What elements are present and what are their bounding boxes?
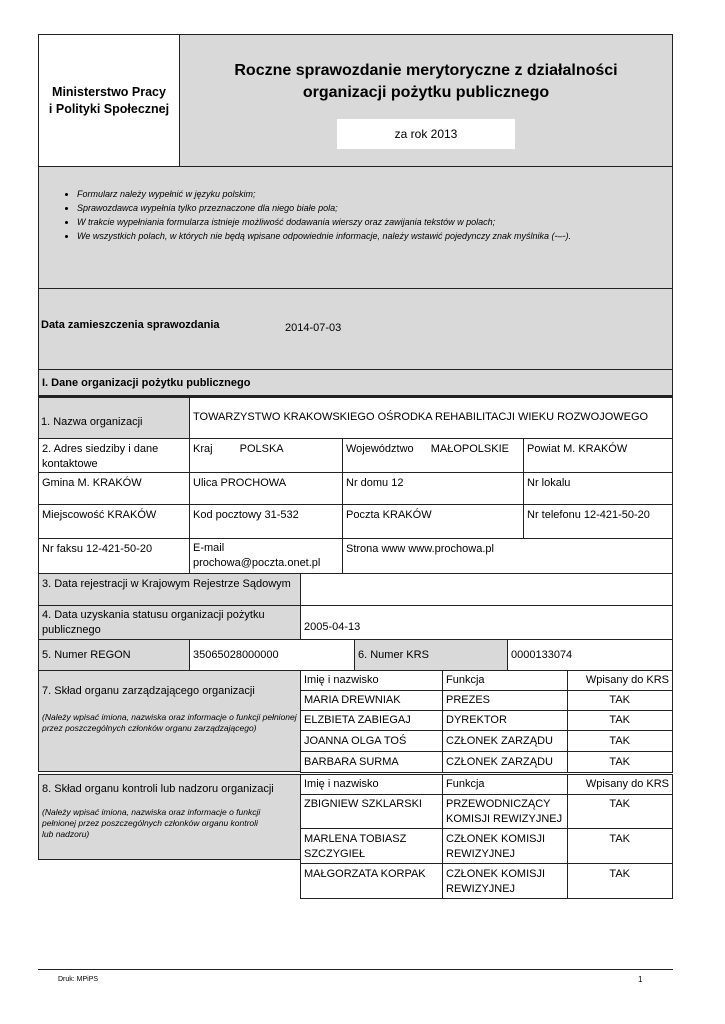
voivodeship-label: Województwo <box>346 443 414 455</box>
board-member-name: MARIA DREWNIAK <box>304 694 401 706</box>
board-row-krs[interactable] <box>567 730 673 752</box>
board-member-name: ELZBIETA ZABIEGAJ <box>304 714 411 726</box>
opp-status-field[interactable] <box>300 605 673 640</box>
krs-label-cell <box>354 639 508 671</box>
board-member-name: BARBARA SURMA <box>304 756 399 768</box>
country-field[interactable] <box>189 438 343 473</box>
supervisory-row-krs[interactable] <box>567 794 673 829</box>
supervisory-member-krs: TAK <box>609 868 630 880</box>
publication-date: 2014-07-03 <box>285 322 342 334</box>
board-member-function: DYREKTOR <box>446 714 507 726</box>
board-row-function[interactable] <box>442 751 568 773</box>
supervisory-row-name[interactable] <box>300 863 443 899</box>
city-field[interactable] <box>38 504 190 539</box>
address-label-cell <box>38 438 190 473</box>
supervisory-header-krs-text: Wpisany do KRS <box>585 778 669 790</box>
board-member-krs: TAK <box>609 714 630 726</box>
page-title <box>180 60 672 104</box>
krs-registration-label-cell <box>38 573 301 606</box>
instruction-item: • Sprawozdawca wypełnia tylko przeznaczone dla niego białe pola; <box>77 201 662 215</box>
address-label: 2. Adres siedziby i dane kontaktowe <box>42 443 159 470</box>
krs-registration-label: 3. Data rejestracji w Krajowym Rejestrze Sądowym <box>42 578 291 590</box>
post-office-field[interactable] <box>342 504 524 539</box>
house-number-field[interactable] <box>342 472 524 505</box>
county-value: Powiat M. KRAKÓW <box>527 443 628 455</box>
org-name-field[interactable] <box>189 397 673 439</box>
supervisory-row-name[interactable] <box>300 794 443 829</box>
supervisory-member-name: MARLENA TOBIASZ SZCZYGIEŁ <box>304 833 407 860</box>
postal-code-value: Kod pocztowy 31-532 <box>193 509 299 521</box>
website-value: Strona www www.prochowa.pl <box>346 543 494 555</box>
board-row-name[interactable] <box>300 690 443 711</box>
supervisory-note: (Należy wpisać imiona, nazwiska oraz informacje o funkcji pełnionej przez poszczególnych członków organu kontroli lub nadzoru) <box>42 807 261 839</box>
email-field[interactable] <box>189 538 343 574</box>
supervisory-member-krs: TAK <box>609 833 630 845</box>
supervisory-member-function: CZŁONEK KOMISJI REWIZYJNEJ <box>446 833 546 860</box>
opp-status-value: 2005-04-13 <box>304 621 361 633</box>
page-title-line1: Roczne sprawozdanie merytoryczne z działalności <box>234 62 618 79</box>
section1-title: I. Dane organizacji pożytku publicznego <box>42 377 251 389</box>
supervisory-row-krs[interactable] <box>567 828 673 864</box>
supervisory-row-function[interactable] <box>442 863 568 899</box>
board-row-name[interactable] <box>300 751 443 773</box>
supervisory-row-name[interactable] <box>300 828 443 864</box>
opp-status-label-cell <box>38 605 301 640</box>
board-row-function[interactable] <box>442 710 568 731</box>
board-row-function[interactable] <box>442 730 568 752</box>
page-title-line2: organizacji pożytku publicznego <box>302 84 550 101</box>
supervisory-row-function[interactable] <box>442 828 568 864</box>
email-value: prochowa@poczta.onet.pl <box>193 557 321 569</box>
county-field[interactable] <box>523 438 673 473</box>
board-row-krs[interactable] <box>567 690 673 711</box>
fax-value: Nr faksu 12-421-50-20 <box>42 543 153 555</box>
phone-value: Nr telefonu 12-421-50-20 <box>527 509 650 521</box>
commune-field[interactable] <box>38 472 190 505</box>
supervisory-member-name: MAŁGORZATA KORPAK <box>304 868 426 880</box>
instructions-list <box>59 187 662 243</box>
title-area <box>180 35 672 166</box>
ministry-name <box>39 35 180 166</box>
board-row-name[interactable] <box>300 710 443 731</box>
street-value: Ulica PROCHOWA <box>193 477 287 489</box>
supervisory-row-krs[interactable] <box>567 863 673 899</box>
krs-label: 6. Numer KRS <box>358 649 429 661</box>
year-field <box>337 119 515 149</box>
voivodeship-field[interactable] <box>342 438 524 473</box>
krs-field[interactable] <box>507 639 673 671</box>
board-member-function: PREZES <box>446 694 491 706</box>
board-header-name-text: Imię i nazwisko <box>304 674 379 686</box>
street-field[interactable] <box>189 472 343 505</box>
supervisory-member-name: ZBIGNIEW SZKLARSKI <box>304 798 422 810</box>
supervisory-header-name-text: Imię i nazwisko <box>304 778 379 790</box>
supervisory-member-krs: TAK <box>609 798 630 810</box>
footer-divider <box>38 969 673 970</box>
board-member-function: CZŁONEK ZARZĄDU <box>446 735 553 747</box>
board-header-krs-text: Wpisany do KRS <box>585 674 669 686</box>
board-label: 7. Skład organu zarządzającego organizacji <box>42 685 255 697</box>
org-name-label: 1. Nazwa organizacji <box>41 416 143 428</box>
supervisory-member-function: CZŁONEK KOMISJI REWIZYJNEJ <box>446 868 546 895</box>
apartment-number-field[interactable] <box>523 472 673 505</box>
board-label-cell <box>38 670 301 772</box>
postal-code-field[interactable] <box>189 504 343 539</box>
regon-value: 35065028000000 <box>193 649 279 661</box>
instruction-item: • Formularz należy wypełnić w języku polskim; <box>77 187 662 201</box>
supervisory-header-function-text: Funkcja <box>446 778 485 790</box>
voivodeship-value: MAŁOPOLSKIE <box>430 443 509 455</box>
email-label: E-mail <box>193 542 225 554</box>
supervisory-label: 8. Skład organu kontroli lub nadzoru organizacji <box>42 783 274 795</box>
board-member-krs: TAK <box>609 735 630 747</box>
supervisory-header-name <box>300 774 443 795</box>
section1-title-bar <box>38 369 673 397</box>
supervisory-member-function: PRZEWODNICZĄCY KOMISJI REWIZYJNEJ <box>446 798 563 825</box>
org-name-value: TOWARZYSTWO KRAKOWSKIEGO OŚRODKA REHABILITACJI WIEKU ROZWOJOWEGO <box>193 411 649 423</box>
board-header-name <box>300 670 443 691</box>
website-field[interactable] <box>342 538 673 574</box>
board-row-krs[interactable] <box>567 710 673 731</box>
instruction-item: • W trakcie wypełniania formularza istnieje możliwość dodawania wierszy oraz zawijania tekstów w polach; <box>77 215 662 229</box>
city-value: Miejscowość KRAKÓW <box>42 509 157 521</box>
footer-print: Druk: MPiPS <box>58 976 99 983</box>
board-member-krs: TAK <box>609 756 630 768</box>
footer-page-number: 1 <box>638 975 643 984</box>
post-office-value: Poczta KRAKÓW <box>346 509 432 521</box>
krs-value: 0000133074 <box>511 649 573 661</box>
regon-label-cell <box>38 639 190 671</box>
supervisory-row-function[interactable] <box>442 794 568 829</box>
board-member-krs: TAK <box>609 694 630 706</box>
ministry-line2: i Polityki Społecznej <box>48 101 170 116</box>
year-text: za rok 2013 <box>394 127 458 141</box>
regon-label: 5. Numer REGON <box>42 649 131 661</box>
board-member-function: CZŁONEK ZARZĄDU <box>446 756 553 768</box>
board-header-krs <box>567 670 673 691</box>
header-block <box>38 34 673 167</box>
board-note: (Należy wpisać imiona, nazwiska oraz informacje o funkcji pełnionej przez poszczególnych członków organu zarządzającego) <box>42 712 297 733</box>
commune-value: Gmina M. KRAKÓW <box>42 477 142 489</box>
board-row-name[interactable] <box>300 730 443 752</box>
regon-field[interactable] <box>189 639 355 671</box>
country-value: POLSKA <box>239 443 284 455</box>
supervisory-label-cell <box>38 774 301 860</box>
apartment-number-value: Nr lokalu <box>527 477 571 489</box>
opp-status-label: 4. Data uzyskania statusu organizacji pożytku publicznego <box>42 609 265 636</box>
krs-registration-field[interactable] <box>300 573 673 606</box>
ministry-line1: Ministerstwo Pracy <box>52 84 166 99</box>
board-header-function <box>442 670 568 691</box>
instruction-item: • We wszystkich polach, w których nie będą wpisane odpowiednie informacje, należy wstawić pojedynczy znak myślnika (-–-). <box>77 229 662 243</box>
fax-field[interactable] <box>38 538 190 574</box>
supervisory-header-krs <box>567 774 673 795</box>
publication-block <box>38 288 673 370</box>
supervisory-header-function <box>442 774 568 795</box>
board-header-function-text: Funkcja <box>446 674 485 686</box>
board-row-krs[interactable] <box>567 751 673 773</box>
instructions-block <box>38 166 673 289</box>
board-row-function[interactable] <box>442 690 568 711</box>
country-label: Kraj <box>193 443 213 455</box>
board-member-name: JOANNA OLGA TOŚ <box>304 735 407 747</box>
phone-field[interactable] <box>523 504 673 539</box>
house-number-value: Nr domu 12 <box>346 477 404 489</box>
publication-label: Data zamieszczenia sprawozdania <box>41 319 220 331</box>
org-name-label-cell <box>38 397 190 439</box>
